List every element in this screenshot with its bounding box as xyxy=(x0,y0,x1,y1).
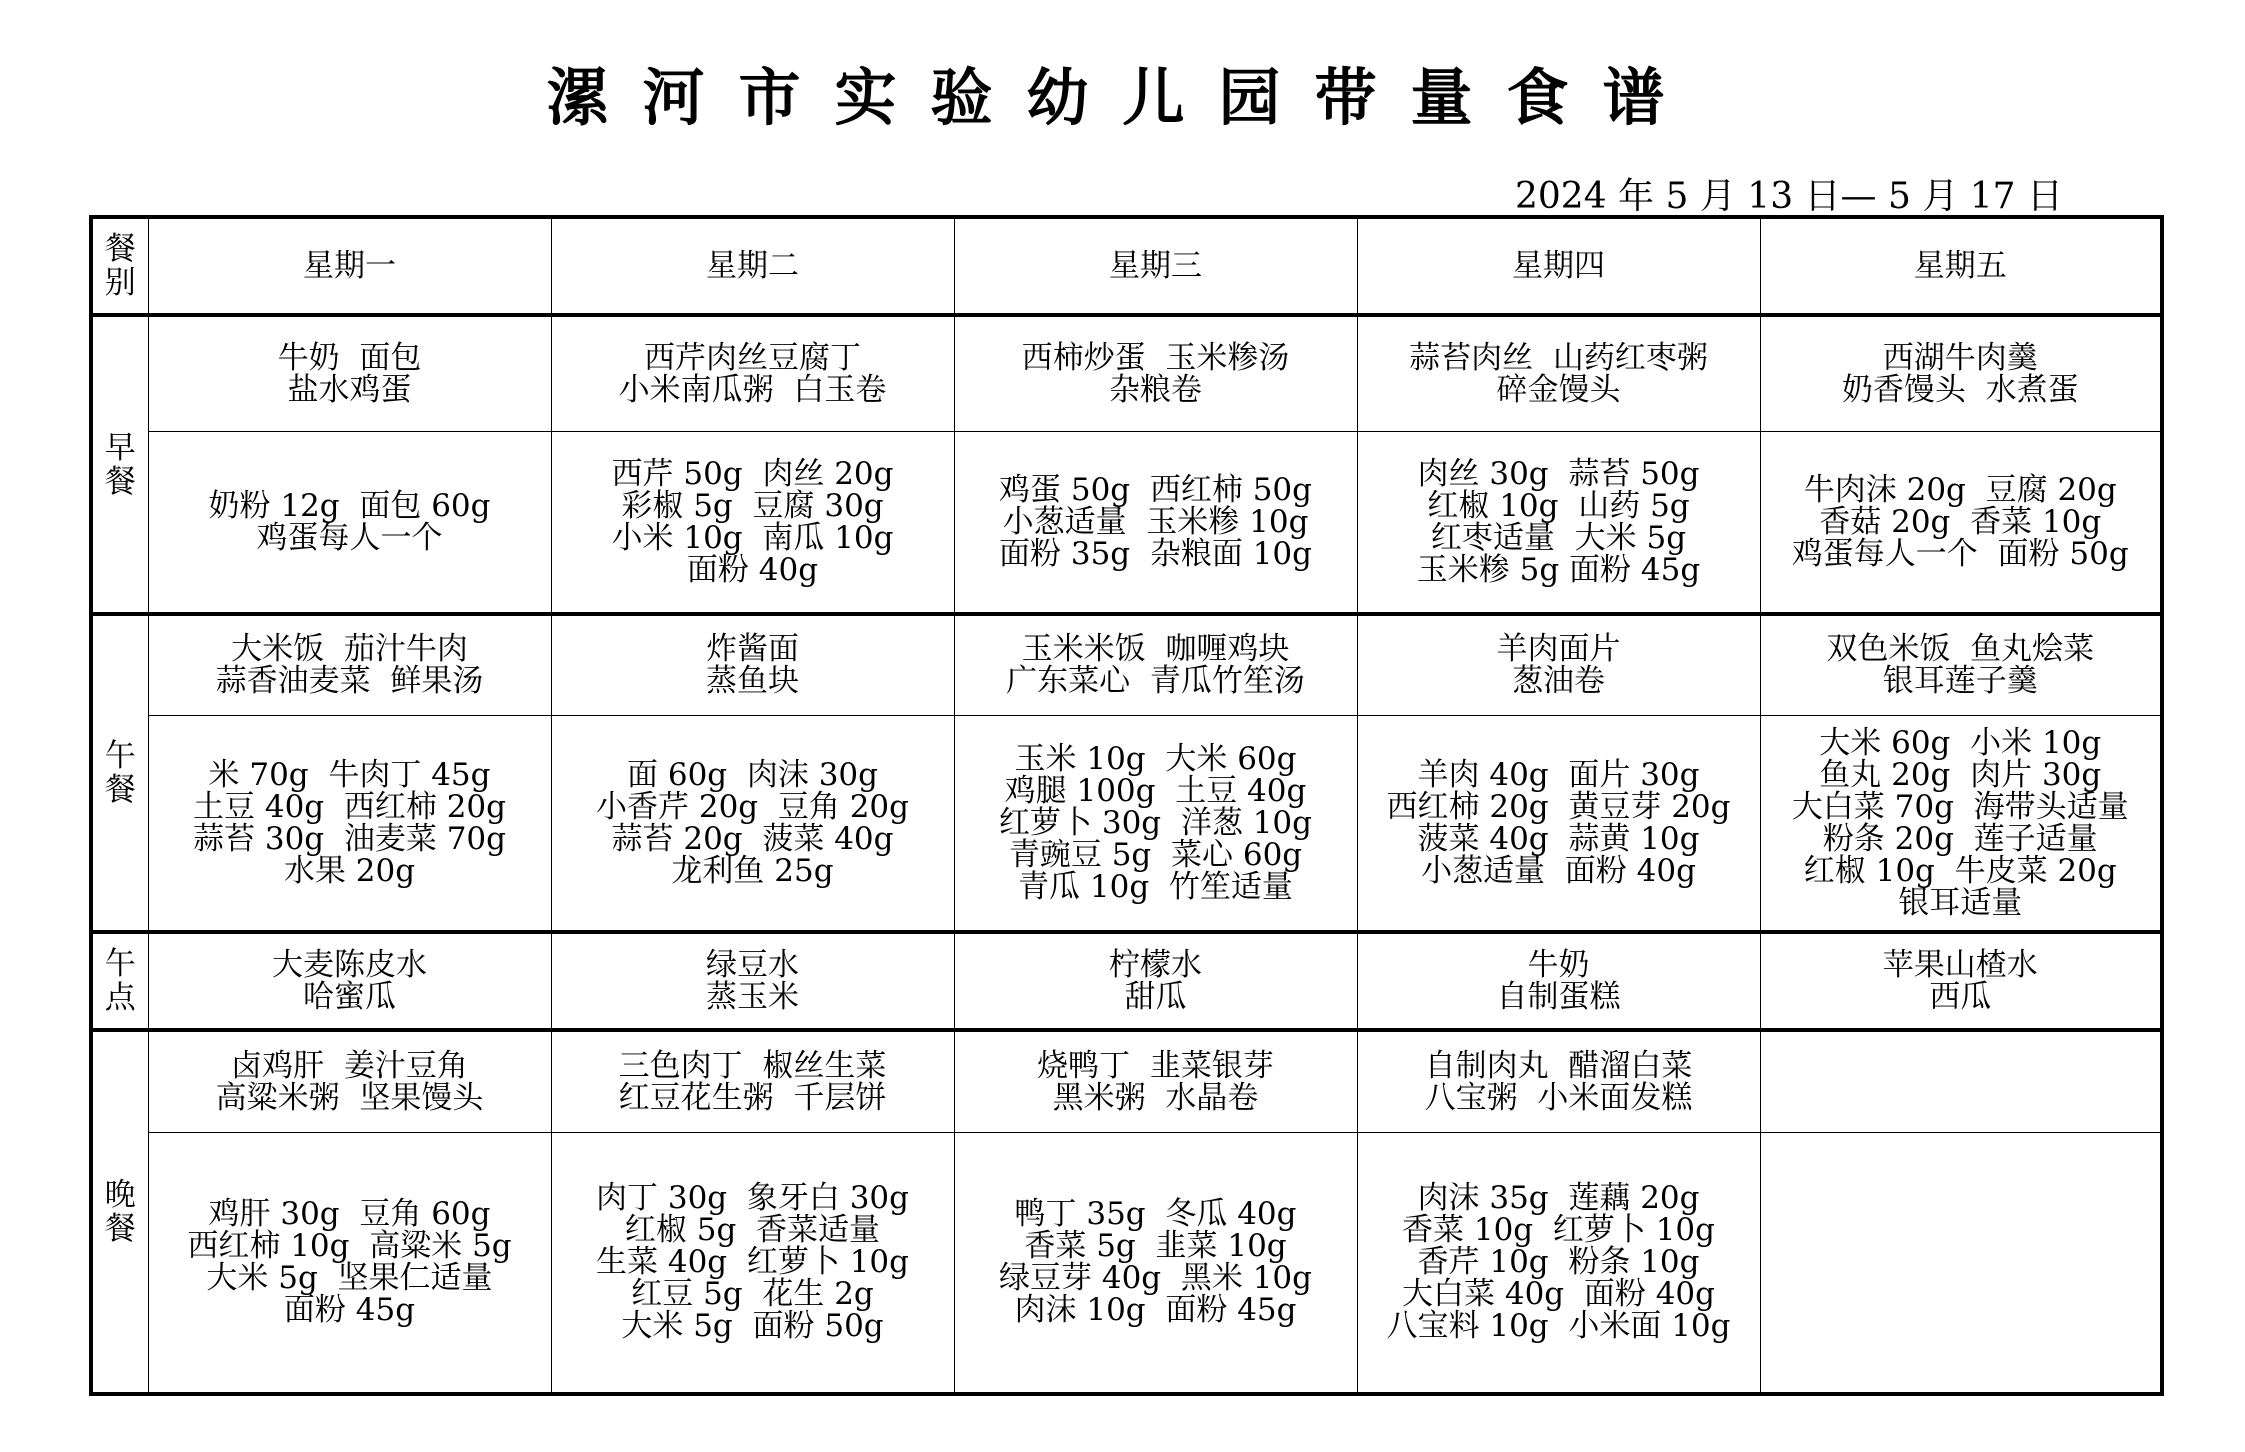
dish-line: 广东菜心 青瓜竹笙汤 xyxy=(1006,663,1305,700)
dish-line: 奶香馒头 水煮蛋 xyxy=(1841,371,2079,408)
ingredient-line: 大白菜 40g 面粉 40g xyxy=(1402,1276,1715,1313)
ingredient-line: 彩椒 5g 豆腐 30g xyxy=(621,487,884,524)
meal-type-header-char: 餐 xyxy=(104,231,136,267)
dish-line: 牛奶 xyxy=(1527,947,1590,983)
ingredient-line: 蒜苔 20g 菠菜 40g xyxy=(611,820,894,857)
dish-line: 蒸玉米 xyxy=(706,979,799,1015)
ingredient-line: 鸡蛋每人一个 xyxy=(256,519,443,556)
dish-line: 烧鸭丁 韭菜银芽 xyxy=(1037,1047,1274,1084)
ingredient-cell xyxy=(954,715,1357,932)
ingredient-line: 八宝料 10g 小米面 10g xyxy=(1386,1308,1731,1345)
dinner-ingredients-row xyxy=(91,1132,2162,1394)
ingredient-cell xyxy=(148,1132,551,1394)
ingredient-line: 牛肉沫 20g 豆腐 20g xyxy=(1803,471,2117,508)
ingredient-cell xyxy=(1357,431,1760,614)
ingredient-line: 龙利鱼 25g xyxy=(671,852,834,889)
dish-line: 西芹肉丝豆腐丁 xyxy=(644,339,861,376)
lunch-ingredients-row xyxy=(91,715,2162,932)
ingredient-line: 肉沫 35g 莲藕 20g xyxy=(1417,1180,1700,1217)
header-row xyxy=(91,217,2162,315)
ingredient-line: 香芹 10g 粉条 10g xyxy=(1417,1244,1700,1281)
meal-label-char: 早 xyxy=(104,429,136,466)
dish-line: 柠檬水 xyxy=(1109,947,1202,983)
ingredient-line: 小葱适量 玉米糁 10g xyxy=(1002,503,1309,540)
dish-cell xyxy=(1357,932,1760,1030)
dish-cell xyxy=(1760,932,2162,1030)
ingredient-line: 奶粉 12g 面包 60g xyxy=(208,487,491,524)
ingredient-line: 西红柿 10g 高粱米 5g xyxy=(187,1228,512,1265)
dish-cell xyxy=(1760,315,2162,431)
ingredient-line: 面 60g 肉沫 30g xyxy=(627,756,878,793)
ingredient-line: 大米 5g 面粉 50g xyxy=(621,1308,884,1345)
dish-line: 羊肉面片 xyxy=(1496,631,1621,668)
ingredient-cell xyxy=(551,431,954,614)
dish-line: 蒜香油麦菜 鲜果汤 xyxy=(215,663,484,700)
ingredient-line: 银耳适量 xyxy=(1898,884,2023,921)
dish-line: 西湖牛肉羹 xyxy=(1882,339,2038,376)
meal-label-dinner xyxy=(91,1030,148,1394)
ingredient-line: 鸡蛋每人一个 面粉 50g xyxy=(1791,535,2129,572)
dish-line: 大麦陈皮水 xyxy=(272,947,427,983)
day-header: 星期五 xyxy=(1760,217,2162,315)
meal-label-char: 晚 xyxy=(104,1177,136,1213)
dish-cell xyxy=(148,1030,551,1132)
ingredient-line: 面粉 40g xyxy=(686,551,819,588)
meal-label-char: 餐 xyxy=(104,1211,136,1247)
meal-label-snack xyxy=(91,932,148,1030)
dish-cell xyxy=(551,1030,954,1132)
dish-line: 绿豆水 xyxy=(706,947,799,983)
dinner-dishes-row xyxy=(91,1030,2162,1132)
ingredient-line: 肉丁 30g 象牙白 30g xyxy=(596,1180,909,1217)
page-title: 漯河市实验幼儿园带量食谱 xyxy=(546,61,1699,134)
dish-line: 自制肉丸 醋溜白菜 xyxy=(1424,1047,1693,1084)
ingredient-line: 红豆 5g 花生 2g xyxy=(631,1276,874,1313)
ingredient-line: 米 70g 牛肉丁 45g xyxy=(208,756,491,793)
dish-line: 玉米米饭 咖喱鸡块 xyxy=(1021,631,1290,668)
ingredient-line: 大米 60g 小米 10g xyxy=(1819,724,2102,761)
ingredient-line: 肉沫 10g 面粉 45g xyxy=(1014,1292,1297,1329)
ingredient-line: 青瓜 10g 竹笙适量 xyxy=(1018,868,1293,905)
dish-cell xyxy=(1760,614,2162,715)
dish-line: 红豆花生粥 千层饼 xyxy=(618,1079,887,1116)
day-header: 星期四 xyxy=(1357,217,1760,315)
ingredient-line: 蒜苔 30g 油麦菜 70g xyxy=(193,820,506,857)
meal-type-header xyxy=(91,217,148,315)
ingredient-line: 香菜 5g 韭菜 10g xyxy=(1024,1228,1287,1265)
dish-line: 盐水鸡蛋 xyxy=(287,371,412,408)
ingredient-line: 大白菜 70g 海带头适量 xyxy=(1791,788,2129,825)
ingredient-line: 红椒 10g 牛皮菜 20g xyxy=(1803,852,2117,889)
day-header: 星期一 xyxy=(148,217,551,315)
ingredient-cell xyxy=(954,431,1357,614)
ingredient-cell xyxy=(1357,1132,1760,1394)
dish-line: 高粱米粥 坚果馒头 xyxy=(215,1079,484,1116)
dish-line: 三色肉丁 椒丝生菜 xyxy=(618,1047,887,1084)
ingredient-cell xyxy=(1760,431,2162,614)
ingredient-cell xyxy=(1357,715,1760,932)
dish-line: 哈蜜瓜 xyxy=(303,979,396,1015)
ingredient-cell xyxy=(148,431,551,614)
ingredient-line: 鸭丁 35g 冬瓜 40g xyxy=(1014,1196,1297,1233)
dish-cell xyxy=(954,1030,1357,1132)
ingredient-line: 红椒 5g 香菜适量 xyxy=(624,1212,881,1249)
dish-cell xyxy=(551,614,954,715)
ingredient-line: 红椒 10g 山药 5g xyxy=(1427,487,1690,524)
dish-line: 西瓜 xyxy=(1929,979,1992,1015)
meal-label-char: 餐 xyxy=(104,463,136,500)
dish-line: 银耳莲子羹 xyxy=(1882,663,2038,700)
ingredient-line: 面粉 35g 杂粮面 10g xyxy=(999,535,1312,572)
meal-type-header-char: 别 xyxy=(104,265,136,301)
ingredient-cell xyxy=(148,715,551,932)
menu-table xyxy=(89,215,2164,1396)
day-header: 星期二 xyxy=(551,217,954,315)
ingredient-line: 土豆 40g 西红柿 20g xyxy=(193,788,506,825)
snack-row xyxy=(91,932,2162,1030)
ingredient-line: 香菇 20g 香菜 10g xyxy=(1819,503,2102,540)
ingredient-line: 水果 20g xyxy=(283,852,416,889)
ingredient-line: 生菜 40g 红萝卜 10g xyxy=(596,1244,909,1281)
dish-line: 碎金馒头 xyxy=(1496,371,1621,408)
ingredient-line: 玉米 10g 大米 60g xyxy=(1014,740,1297,777)
ingredient-line: 红萝卜 30g 洋葱 10g xyxy=(999,804,1312,841)
ingredient-line: 绿豆芽 40g 黑米 10g xyxy=(999,1260,1312,1297)
dish-line: 苹果山楂水 xyxy=(1882,947,2038,983)
dish-cell xyxy=(551,932,954,1030)
lunch-dishes-row xyxy=(91,614,2162,715)
dish-cell xyxy=(954,614,1357,715)
ingredient-line: 红枣适量 大米 5g xyxy=(1430,519,1687,556)
ingredient-cell xyxy=(551,1132,954,1394)
ingredient-cell xyxy=(954,1132,1357,1394)
dish-line: 大米饭 茄汁牛肉 xyxy=(231,631,468,668)
dish-line: 杂粮卷 xyxy=(1109,371,1202,408)
dish-line: 葱油卷 xyxy=(1512,663,1605,700)
dish-cell-empty xyxy=(1760,1030,2162,1132)
dish-cell xyxy=(954,932,1357,1030)
dish-line: 卤鸡肝 姜汁豆角 xyxy=(231,1047,468,1084)
ingredient-line: 菠菜 40g 蒜黄 10g xyxy=(1417,820,1700,857)
dish-cell xyxy=(148,614,551,715)
ingredient-line: 鸡腿 100g 土豆 40g xyxy=(1004,772,1307,809)
ingredient-line: 小香芹 20g 豆角 20g xyxy=(596,788,909,825)
ingredient-line: 鸡肝 30g 豆角 60g xyxy=(208,1196,491,1233)
meal-label-lunch xyxy=(91,614,148,932)
meal-label-char: 午 xyxy=(104,738,136,774)
ingredient-line: 玉米糁 5g 面粉 45g xyxy=(1416,551,1701,588)
dish-line: 八宝粥 小米面发糕 xyxy=(1424,1079,1693,1116)
dish-cell xyxy=(148,315,551,431)
ingredient-cell xyxy=(551,715,954,932)
date-range: 2024 年 5 月 13 日— 5 月 17 日 xyxy=(1515,176,2064,217)
dish-line: 蒸鱼块 xyxy=(706,663,799,700)
ingredient-line: 西红柿 20g 黄豆芽 20g xyxy=(1386,788,1731,825)
meal-label-breakfast xyxy=(91,315,148,614)
meal-label-char: 餐 xyxy=(104,772,136,808)
ingredient-cell xyxy=(1760,715,2162,932)
ingredient-line: 粉条 20g 莲子适量 xyxy=(1822,820,2098,857)
dish-line: 小米南瓜粥 白玉卷 xyxy=(618,371,887,408)
ingredient-line: 面粉 45g xyxy=(283,1292,416,1329)
dish-line: 炸酱面 xyxy=(706,631,799,668)
dish-line: 蒜苔肉丝 山药红枣粥 xyxy=(1409,339,1708,376)
dish-line: 黑米粥 水晶卷 xyxy=(1052,1079,1259,1116)
ingredient-line: 小米 10g 南瓜 10g xyxy=(611,519,894,556)
dish-cell xyxy=(551,315,954,431)
dish-line: 西柿炒蛋 玉米糁汤 xyxy=(1021,339,1290,376)
ingredient-line: 西芹 50g 肉丝 20g xyxy=(611,455,894,492)
breakfast-ingredients-row xyxy=(91,431,2162,614)
dish-line: 双色米饭 鱼丸烩菜 xyxy=(1826,631,2095,668)
dish-line: 甜瓜 xyxy=(1124,979,1187,1015)
ingredient-line: 肉丝 30g 蒜苔 50g xyxy=(1417,455,1700,492)
ingredient-line: 香菜 10g 红萝卜 10g xyxy=(1402,1212,1715,1249)
dish-cell xyxy=(1357,614,1760,715)
meal-label-char: 午 xyxy=(104,946,136,982)
dish-cell xyxy=(1357,1030,1760,1132)
breakfast-dishes-row xyxy=(91,315,2162,431)
ingredient-line: 大米 5g 坚果仁适量 xyxy=(206,1260,493,1297)
ingredient-line: 鸡蛋 50g 西红柿 50g xyxy=(999,471,1312,508)
dish-cell xyxy=(148,932,551,1030)
meal-label-char: 点 xyxy=(104,980,136,1016)
ingredient-line: 羊肉 40g 面片 30g xyxy=(1417,756,1700,793)
ingredient-line: 青豌豆 5g 菜心 60g xyxy=(1008,836,1303,873)
day-header: 星期三 xyxy=(954,217,1357,315)
ingredient-line: 小葱适量 面粉 40g xyxy=(1421,852,1696,889)
dish-line: 牛奶 面包 xyxy=(277,339,422,376)
dish-cell xyxy=(954,315,1357,431)
dish-line: 自制蛋糕 xyxy=(1496,979,1621,1015)
ingredient-cell-empty xyxy=(1760,1132,2162,1394)
dish-cell xyxy=(1357,315,1760,431)
ingredient-line: 鱼丸 20g 肉片 30g xyxy=(1819,756,2102,793)
